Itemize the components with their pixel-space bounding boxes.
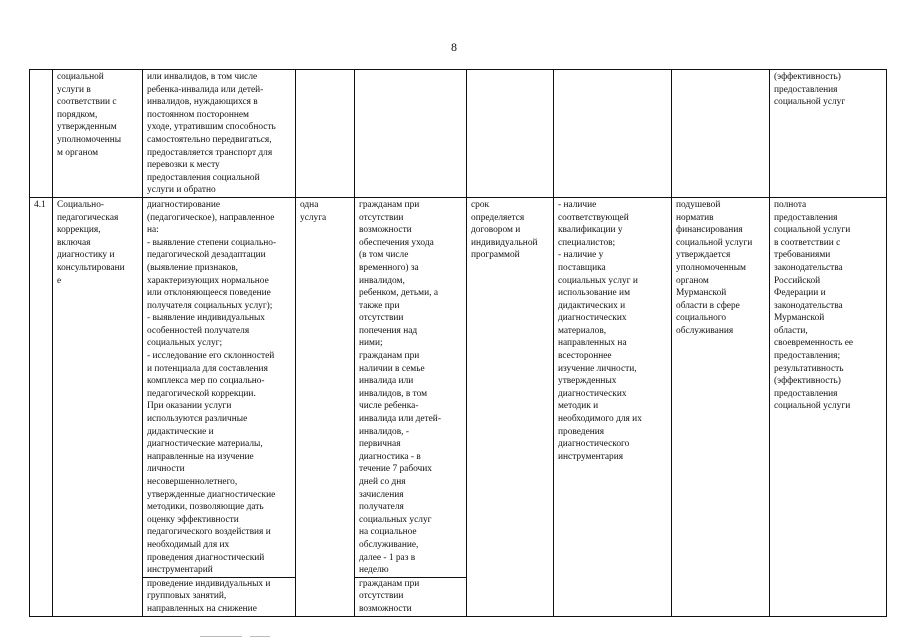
services-table bbox=[29, 69, 887, 617]
service-description bbox=[147, 199, 292, 577]
text-line: одна bbox=[300, 199, 319, 210]
text-line: социальных услуг bbox=[359, 514, 432, 525]
text-line: несовершеннолетнего, bbox=[147, 477, 238, 487]
text-line: педагогическая bbox=[57, 212, 119, 223]
text-line: диагностика - в bbox=[359, 451, 421, 462]
text-line: методик и bbox=[558, 401, 599, 412]
text-line: При оказании услуги bbox=[147, 401, 232, 412]
service-financing-cell bbox=[672, 197, 770, 616]
text-line: получателя социальных услуг); bbox=[147, 300, 273, 311]
text-line: договором и bbox=[471, 225, 521, 236]
text-line: всестороннее bbox=[558, 351, 612, 362]
continued-description-cell bbox=[143, 70, 296, 198]
text-line: услуги в bbox=[57, 84, 91, 95]
text-line: требованиями bbox=[774, 250, 831, 261]
text-line: утвержденные диагностические bbox=[147, 489, 276, 500]
text-line: комплекса мер по социально- bbox=[147, 376, 265, 387]
text-line: далее - 1 раз в bbox=[359, 552, 416, 563]
text-line: своевременность ее bbox=[774, 338, 854, 349]
text-line: Социально- bbox=[57, 199, 104, 210]
text-line: диагностику и bbox=[57, 250, 115, 261]
text-line: гражданам при bbox=[359, 199, 420, 210]
text-line: необходимый для их bbox=[147, 539, 230, 550]
text-line: социальной bbox=[57, 72, 104, 82]
text-line: индивидуальной bbox=[471, 237, 538, 248]
text-line: порядком, bbox=[57, 109, 98, 120]
text-line: инвалидов, в том bbox=[359, 388, 428, 399]
service-recipients bbox=[359, 199, 463, 577]
text-line: попечения над bbox=[359, 325, 418, 336]
scan-artifact-line bbox=[250, 636, 270, 637]
text-line: (эффективность) bbox=[774, 72, 841, 82]
text-line: м органом bbox=[57, 147, 99, 158]
text-line: области в сфере bbox=[676, 300, 740, 311]
text-line: уполномоченным bbox=[676, 262, 746, 273]
text-line: инвалидом, bbox=[359, 275, 405, 286]
text-line: обслуживания bbox=[676, 325, 734, 336]
page-number: 8 bbox=[451, 40, 457, 54]
text-line: зачисления bbox=[359, 489, 404, 500]
text-line: направленных на bbox=[558, 338, 627, 349]
text-line: направленных на снижение bbox=[147, 603, 257, 614]
service-number: 4.1 bbox=[34, 199, 46, 210]
text-line: определяется bbox=[471, 212, 525, 223]
text-line: предоставления bbox=[774, 212, 838, 223]
text-line: дидактических и bbox=[558, 300, 626, 311]
text-line: норматив bbox=[676, 212, 714, 223]
text-line: или отклоняющееся поведение bbox=[147, 288, 271, 299]
text-line: - наличие у bbox=[558, 250, 604, 261]
text-line: Мурманской bbox=[774, 313, 825, 324]
text-line: (выявление признаков, bbox=[147, 262, 238, 273]
text-line: также при bbox=[359, 300, 400, 311]
text-line: диагностических bbox=[558, 313, 627, 324]
text-line: диагностических bbox=[558, 388, 627, 399]
text-line: инвалида или детей- bbox=[359, 414, 441, 425]
continued-term-cell bbox=[467, 70, 554, 198]
text-line: диагностические материалы, bbox=[147, 439, 263, 450]
text-line: используются различные bbox=[147, 414, 248, 425]
service-recipients-cell bbox=[355, 197, 467, 616]
text-line: методики, позволяющие дать bbox=[147, 502, 264, 513]
text-line: полнота bbox=[774, 199, 807, 210]
text-line: диагностического bbox=[558, 439, 630, 450]
text-line: проведения bbox=[558, 426, 605, 437]
service-unit-cell bbox=[296, 197, 355, 616]
text-line: использование им bbox=[558, 288, 631, 299]
text-line: утверждается bbox=[676, 250, 731, 261]
text-line: диагностирование bbox=[147, 199, 221, 210]
text-line: Мурманской bbox=[676, 288, 727, 299]
service-row bbox=[30, 197, 887, 616]
continued-unit-cell bbox=[296, 70, 355, 198]
text-line: характеризующих нормальное bbox=[147, 275, 269, 286]
text-line: педагогической коррекции. bbox=[147, 388, 256, 399]
text-line: самостоятельно передвигаться, bbox=[147, 134, 272, 145]
continued-recipients-cell bbox=[355, 70, 467, 198]
text-line: дидактические и bbox=[147, 426, 214, 437]
service-description-cell bbox=[143, 197, 296, 616]
text-line: программой bbox=[471, 250, 520, 261]
text-line: гражданам при bbox=[359, 351, 420, 362]
text-line: - исследование его склонностей bbox=[147, 351, 275, 362]
text-line: социальной услуги bbox=[676, 237, 753, 248]
text-line: отсутствии bbox=[359, 212, 404, 223]
text-line: возможности bbox=[359, 225, 412, 236]
text-line: отсутствии bbox=[359, 591, 404, 602]
text-line: изучение личности, bbox=[558, 363, 637, 374]
text-line: педагогической дезадаптации bbox=[147, 250, 266, 261]
text-line: инвалидов, - bbox=[359, 426, 409, 437]
text-line: консультировани bbox=[57, 262, 125, 273]
text-line: отсутствии bbox=[359, 313, 404, 324]
text-line: перевозки к месту bbox=[147, 160, 220, 171]
continued-row bbox=[30, 70, 887, 198]
text-line: инструментария bbox=[558, 451, 624, 462]
text-line: на: bbox=[147, 225, 159, 236]
service-term-cell bbox=[467, 197, 554, 616]
text-line: социальной услуги bbox=[774, 401, 851, 412]
text-line: Федерации и bbox=[774, 288, 826, 299]
service-recipients-next bbox=[355, 577, 466, 616]
text-line: финансирования bbox=[676, 225, 743, 236]
text-line: поставщика bbox=[558, 262, 606, 273]
text-line: коррекция, bbox=[57, 225, 101, 236]
service-name-cell bbox=[53, 197, 143, 616]
text-line: услуга bbox=[300, 212, 327, 223]
text-line: социальной услуг bbox=[774, 97, 846, 108]
text-line: включая bbox=[57, 237, 91, 248]
text-line: оценку эффективности bbox=[147, 514, 239, 525]
text-line: (эффективность) bbox=[774, 376, 841, 387]
text-line: области, bbox=[774, 325, 808, 336]
text-line: обеспечения ухода bbox=[359, 237, 434, 248]
text-line: соответствующей bbox=[558, 212, 629, 223]
text-line: предоставления bbox=[774, 388, 838, 399]
text-line: утвержденным bbox=[57, 122, 117, 133]
text-line: социальных услуг; bbox=[147, 338, 223, 349]
text-line: проведение индивидуальных и bbox=[147, 578, 271, 589]
text-line: течение 7 рабочих bbox=[359, 464, 432, 475]
text-line: получателя bbox=[359, 502, 404, 513]
continued-number-cell bbox=[30, 70, 53, 198]
text-line: предоставления; bbox=[774, 351, 841, 362]
text-line: неделю bbox=[359, 565, 389, 576]
continued-name-cell bbox=[53, 70, 143, 198]
text-line: на социальное bbox=[359, 527, 417, 538]
service-description-next bbox=[143, 577, 295, 616]
text-line: ребенка-инвалида или детей- bbox=[147, 84, 264, 95]
text-line: утвержденных bbox=[558, 376, 617, 387]
text-line: - выявление степени социально- bbox=[147, 237, 277, 248]
continued-quality-cell bbox=[770, 70, 887, 198]
text-line: инвалида или bbox=[359, 376, 414, 387]
text-line: (в том числе bbox=[359, 250, 409, 261]
text-line: дней со дня bbox=[359, 477, 406, 487]
text-line: групповых занятий, bbox=[147, 591, 227, 602]
text-line: предоставляется транспорт для bbox=[147, 147, 273, 158]
text-line: наличии в семье bbox=[359, 363, 425, 374]
text-line: инвалидов, нуждающихся в bbox=[147, 97, 258, 108]
text-line: проведения диагностический bbox=[147, 552, 265, 563]
text-line: первичная bbox=[359, 439, 401, 450]
text-line: срок bbox=[471, 199, 490, 210]
text-line: необходимого для их bbox=[558, 414, 642, 425]
text-line: органом bbox=[676, 275, 709, 286]
text-line: подушевой bbox=[676, 199, 721, 210]
text-line: квалификации у bbox=[558, 225, 623, 236]
text-line: социальных услуг и bbox=[558, 275, 638, 286]
text-line: социальной услуги bbox=[774, 225, 851, 236]
text-line: социального bbox=[676, 313, 727, 324]
text-line: предоставления социальной bbox=[147, 172, 260, 183]
text-line: обслуживание, bbox=[359, 539, 419, 550]
text-line: уходе, утратившим способность bbox=[147, 122, 276, 133]
text-line: ними; bbox=[359, 338, 383, 349]
scan-artifact-line bbox=[200, 636, 242, 637]
text-line: уполномоченны bbox=[57, 134, 122, 145]
text-line: особенностей получателя bbox=[147, 325, 250, 336]
text-line: в соответствии с bbox=[774, 237, 841, 248]
service-conditions-cell bbox=[554, 197, 672, 616]
continued-financing-cell bbox=[672, 70, 770, 198]
text-line: законодательства bbox=[774, 262, 843, 273]
text-line: - выявление индивидуальных bbox=[147, 313, 265, 324]
text-line: Российской bbox=[774, 275, 821, 286]
text-line: предоставления bbox=[774, 84, 838, 95]
text-line: числе ребенка- bbox=[359, 401, 419, 412]
text-line: временного) за bbox=[359, 262, 419, 273]
text-line: услуги и обратно bbox=[147, 185, 216, 196]
text-line: направленные на изучение bbox=[147, 451, 254, 462]
text-line: е bbox=[57, 275, 62, 286]
text-line: педагогического воздействия и bbox=[147, 527, 271, 538]
text-line: и потенциала для составления bbox=[147, 363, 268, 374]
text-line: специалистов; bbox=[558, 237, 616, 248]
service-quality-cell bbox=[770, 197, 887, 616]
text-line: инструментарий bbox=[147, 565, 213, 576]
continued-conditions-cell bbox=[554, 70, 672, 198]
service-number-cell bbox=[30, 197, 53, 616]
text-line: - наличие bbox=[558, 199, 597, 210]
text-line: законодательства bbox=[774, 300, 843, 311]
text-line: соответствии с bbox=[57, 97, 117, 108]
text-line: результативность bbox=[774, 363, 844, 374]
text-line: (педагогическое), направленное bbox=[147, 212, 275, 223]
text-line: или инвалидов, в том числе bbox=[147, 72, 258, 82]
text-line: материалов, bbox=[558, 325, 607, 336]
text-line: личности bbox=[147, 464, 185, 475]
text-line: возможности bbox=[359, 603, 412, 614]
text-line: ребенком, детьми, а bbox=[359, 288, 438, 299]
text-line: гражданам при bbox=[359, 578, 420, 589]
text-line: постоянном постороннем bbox=[147, 109, 249, 120]
